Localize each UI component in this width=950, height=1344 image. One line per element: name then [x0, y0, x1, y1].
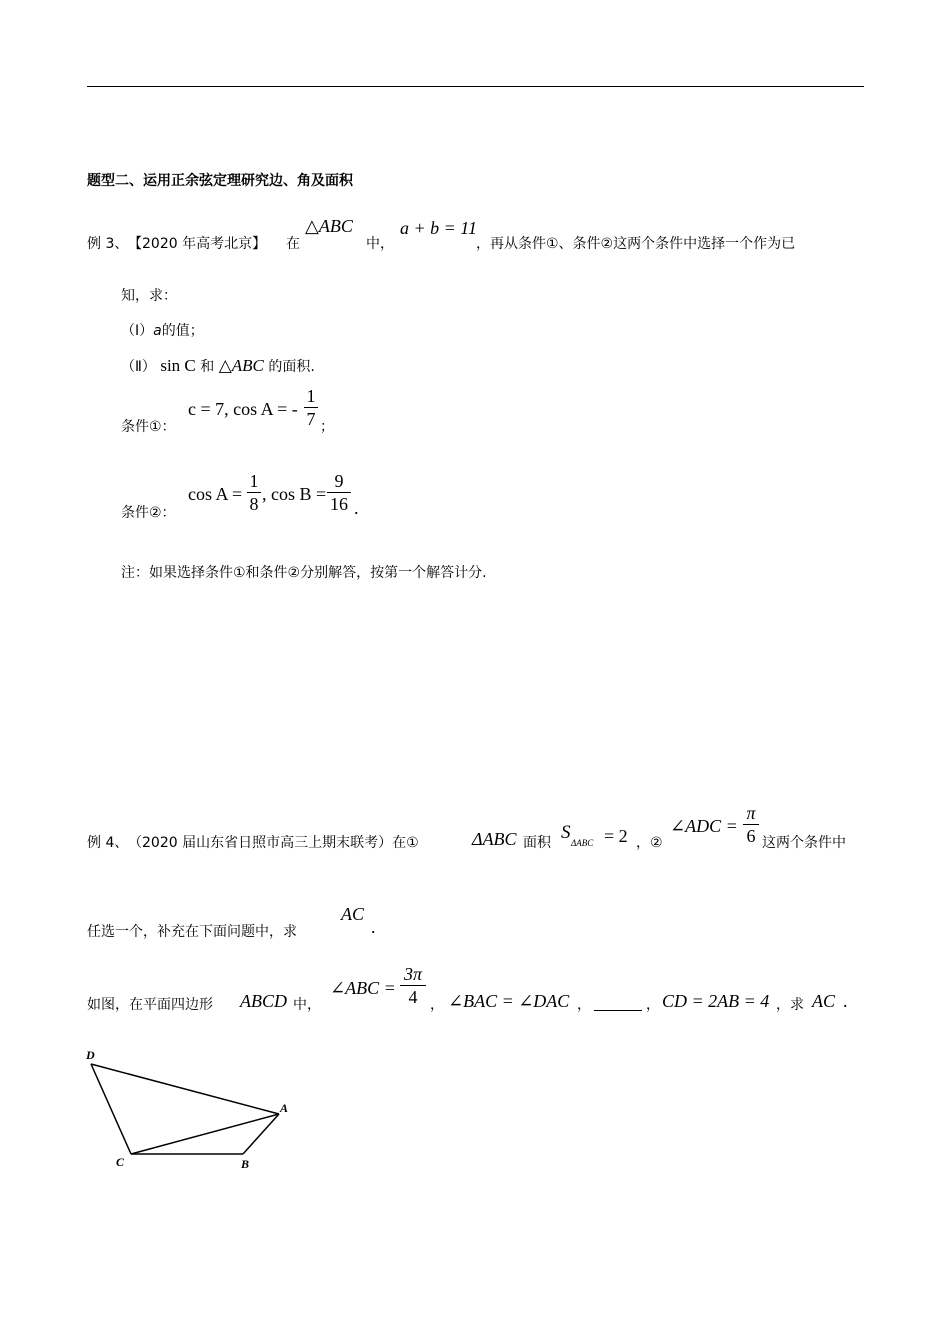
- ex4-line3-a: 如图，在平面四边形: [87, 997, 213, 1013]
- ex4-line3-d: ，: [577, 997, 591, 1013]
- ex3-q2-prefix: （Ⅱ）: [121, 359, 156, 375]
- ex4-S: S: [561, 822, 571, 843]
- ex3-note: 注：如果选择条件①和条件②分别解答，按第一个解答计分.: [121, 565, 487, 581]
- ex4-S-eq: = 2: [604, 826, 628, 846]
- ex4-line3-angle: ∠ABC =: [330, 978, 396, 998]
- segment-BA: [243, 1114, 279, 1154]
- ex3-q2-suffix: 的面积.: [268, 359, 315, 375]
- ex4-line3-frac: [400, 964, 426, 1007]
- ex4-pi-num: π: [746, 803, 756, 823]
- ex3-c2-bar1: [247, 492, 261, 493]
- segment-CA: [131, 1114, 279, 1154]
- ex3-c1-bar: [304, 407, 318, 408]
- ex3-c1-expr: c = 7, cos A = -: [188, 399, 298, 419]
- ex3-source: 【2020 年高考北京】: [128, 236, 267, 252]
- ex3-q1-var: a: [153, 323, 162, 339]
- ex3-q1: [121, 320, 204, 340]
- ex4-line3-num: 3π: [403, 964, 423, 984]
- ex3-c2-den2: 16: [330, 494, 348, 514]
- ex4-pi-frac: [743, 803, 759, 846]
- ex3-triangle: △ABC: [305, 216, 353, 236]
- ex3-q2-triangle: △ABC: [218, 356, 264, 375]
- label-B: B: [241, 1157, 250, 1171]
- section-title: 题型二、运用正余弦定理研究边、角及面积: [87, 173, 353, 189]
- ex3-c1-den: 7: [306, 409, 316, 429]
- ex4-S-sub: ΔABC: [571, 838, 594, 848]
- ex3-q2-sin: sin C: [160, 356, 196, 375]
- quadrilateral-figure: [80, 1040, 320, 1180]
- ex4-line3-den: 4: [408, 987, 418, 1007]
- ex3-c1-frac: [304, 386, 318, 429]
- ex4-answer-blank: [594, 998, 642, 1011]
- ex4-line3-f: ，求: [776, 997, 804, 1013]
- ex3-c2-frac2: [327, 471, 351, 514]
- ex3-c2-num1: 1: [249, 471, 259, 491]
- ex3-text-rest: ，再从条件①、条件②这两个条件中选择一个作为已: [476, 236, 796, 252]
- ex4-label: 例 4、: [87, 835, 129, 851]
- ex3-c2-expr1: cos A =: [188, 484, 243, 504]
- ex4-line3-e: ，: [646, 997, 660, 1013]
- segment-DA: [91, 1064, 279, 1114]
- ex4-sep: ，②: [636, 835, 663, 851]
- ex4-line3-g: .: [843, 991, 848, 1011]
- ex4-line3-eq: ∠BAC = ∠DAC: [448, 991, 570, 1011]
- label-A: A: [280, 1101, 289, 1115]
- ex3-label: 例 3、: [87, 236, 129, 252]
- ex4-line3-quad: ABCD: [240, 991, 287, 1011]
- ex4-line2-text: 任选一个，补充在下面问题中，求: [87, 924, 297, 940]
- ex3-line2: 知，求：: [121, 288, 177, 304]
- ex3-c2-label: 条件②：: [121, 505, 176, 521]
- ex3-eq-ab: a + b = 11: [400, 218, 477, 238]
- ex3-text-zai: 在: [286, 236, 300, 252]
- ex3-q1-prefix: （Ⅰ）: [121, 323, 154, 339]
- ex3-c2-expr2: , cos B =: [262, 484, 327, 504]
- ex4-triangle: ΔABC: [472, 829, 517, 849]
- ex3-c2-num2: 9: [334, 471, 344, 491]
- ex3-c2-bar2: [327, 492, 351, 493]
- ex3-c2-end: .: [354, 498, 359, 518]
- ex4-area-text: 面积: [523, 835, 551, 851]
- ex4-pi-den: 6: [746, 826, 756, 846]
- ex3-c1-label: 条件①：: [121, 419, 176, 435]
- ex4-pi-bar: [743, 824, 759, 825]
- segment-DC: [91, 1064, 131, 1154]
- label-D: D: [86, 1048, 95, 1062]
- ex4-line2-ac: AC: [341, 904, 365, 924]
- ex4-line3-c: ，: [430, 997, 444, 1013]
- ex4-angle: ∠ADC =: [670, 816, 738, 836]
- ex4-source: （2020 届山东省日照市高三上期末联考）在①: [128, 835, 419, 851]
- ex4-line3-bar: [400, 985, 426, 986]
- ex4-line3-ac: AC: [812, 991, 836, 1011]
- ex3-c1-end: ；: [320, 419, 334, 435]
- ex3-text-zhong: 中，: [366, 236, 394, 252]
- ex4-cond-tail: 这两个条件中: [762, 835, 846, 851]
- ex4-line3-cd: CD = 2AB = 4: [662, 991, 770, 1011]
- ex4-line3-b: 中，: [293, 997, 321, 1013]
- ex3-c1-num: 1: [306, 386, 316, 406]
- ex3-q1-suffix: 的值；: [161, 323, 204, 339]
- label-C: C: [116, 1155, 125, 1169]
- header-rule: [87, 86, 864, 87]
- ex3-c2-frac1: [247, 471, 261, 514]
- ex4-line2-end: .: [371, 917, 376, 937]
- ex3-q2-he: 和: [200, 359, 215, 375]
- ex3-c2-den1: 8: [249, 494, 259, 514]
- ex3-q2: [121, 356, 315, 376]
